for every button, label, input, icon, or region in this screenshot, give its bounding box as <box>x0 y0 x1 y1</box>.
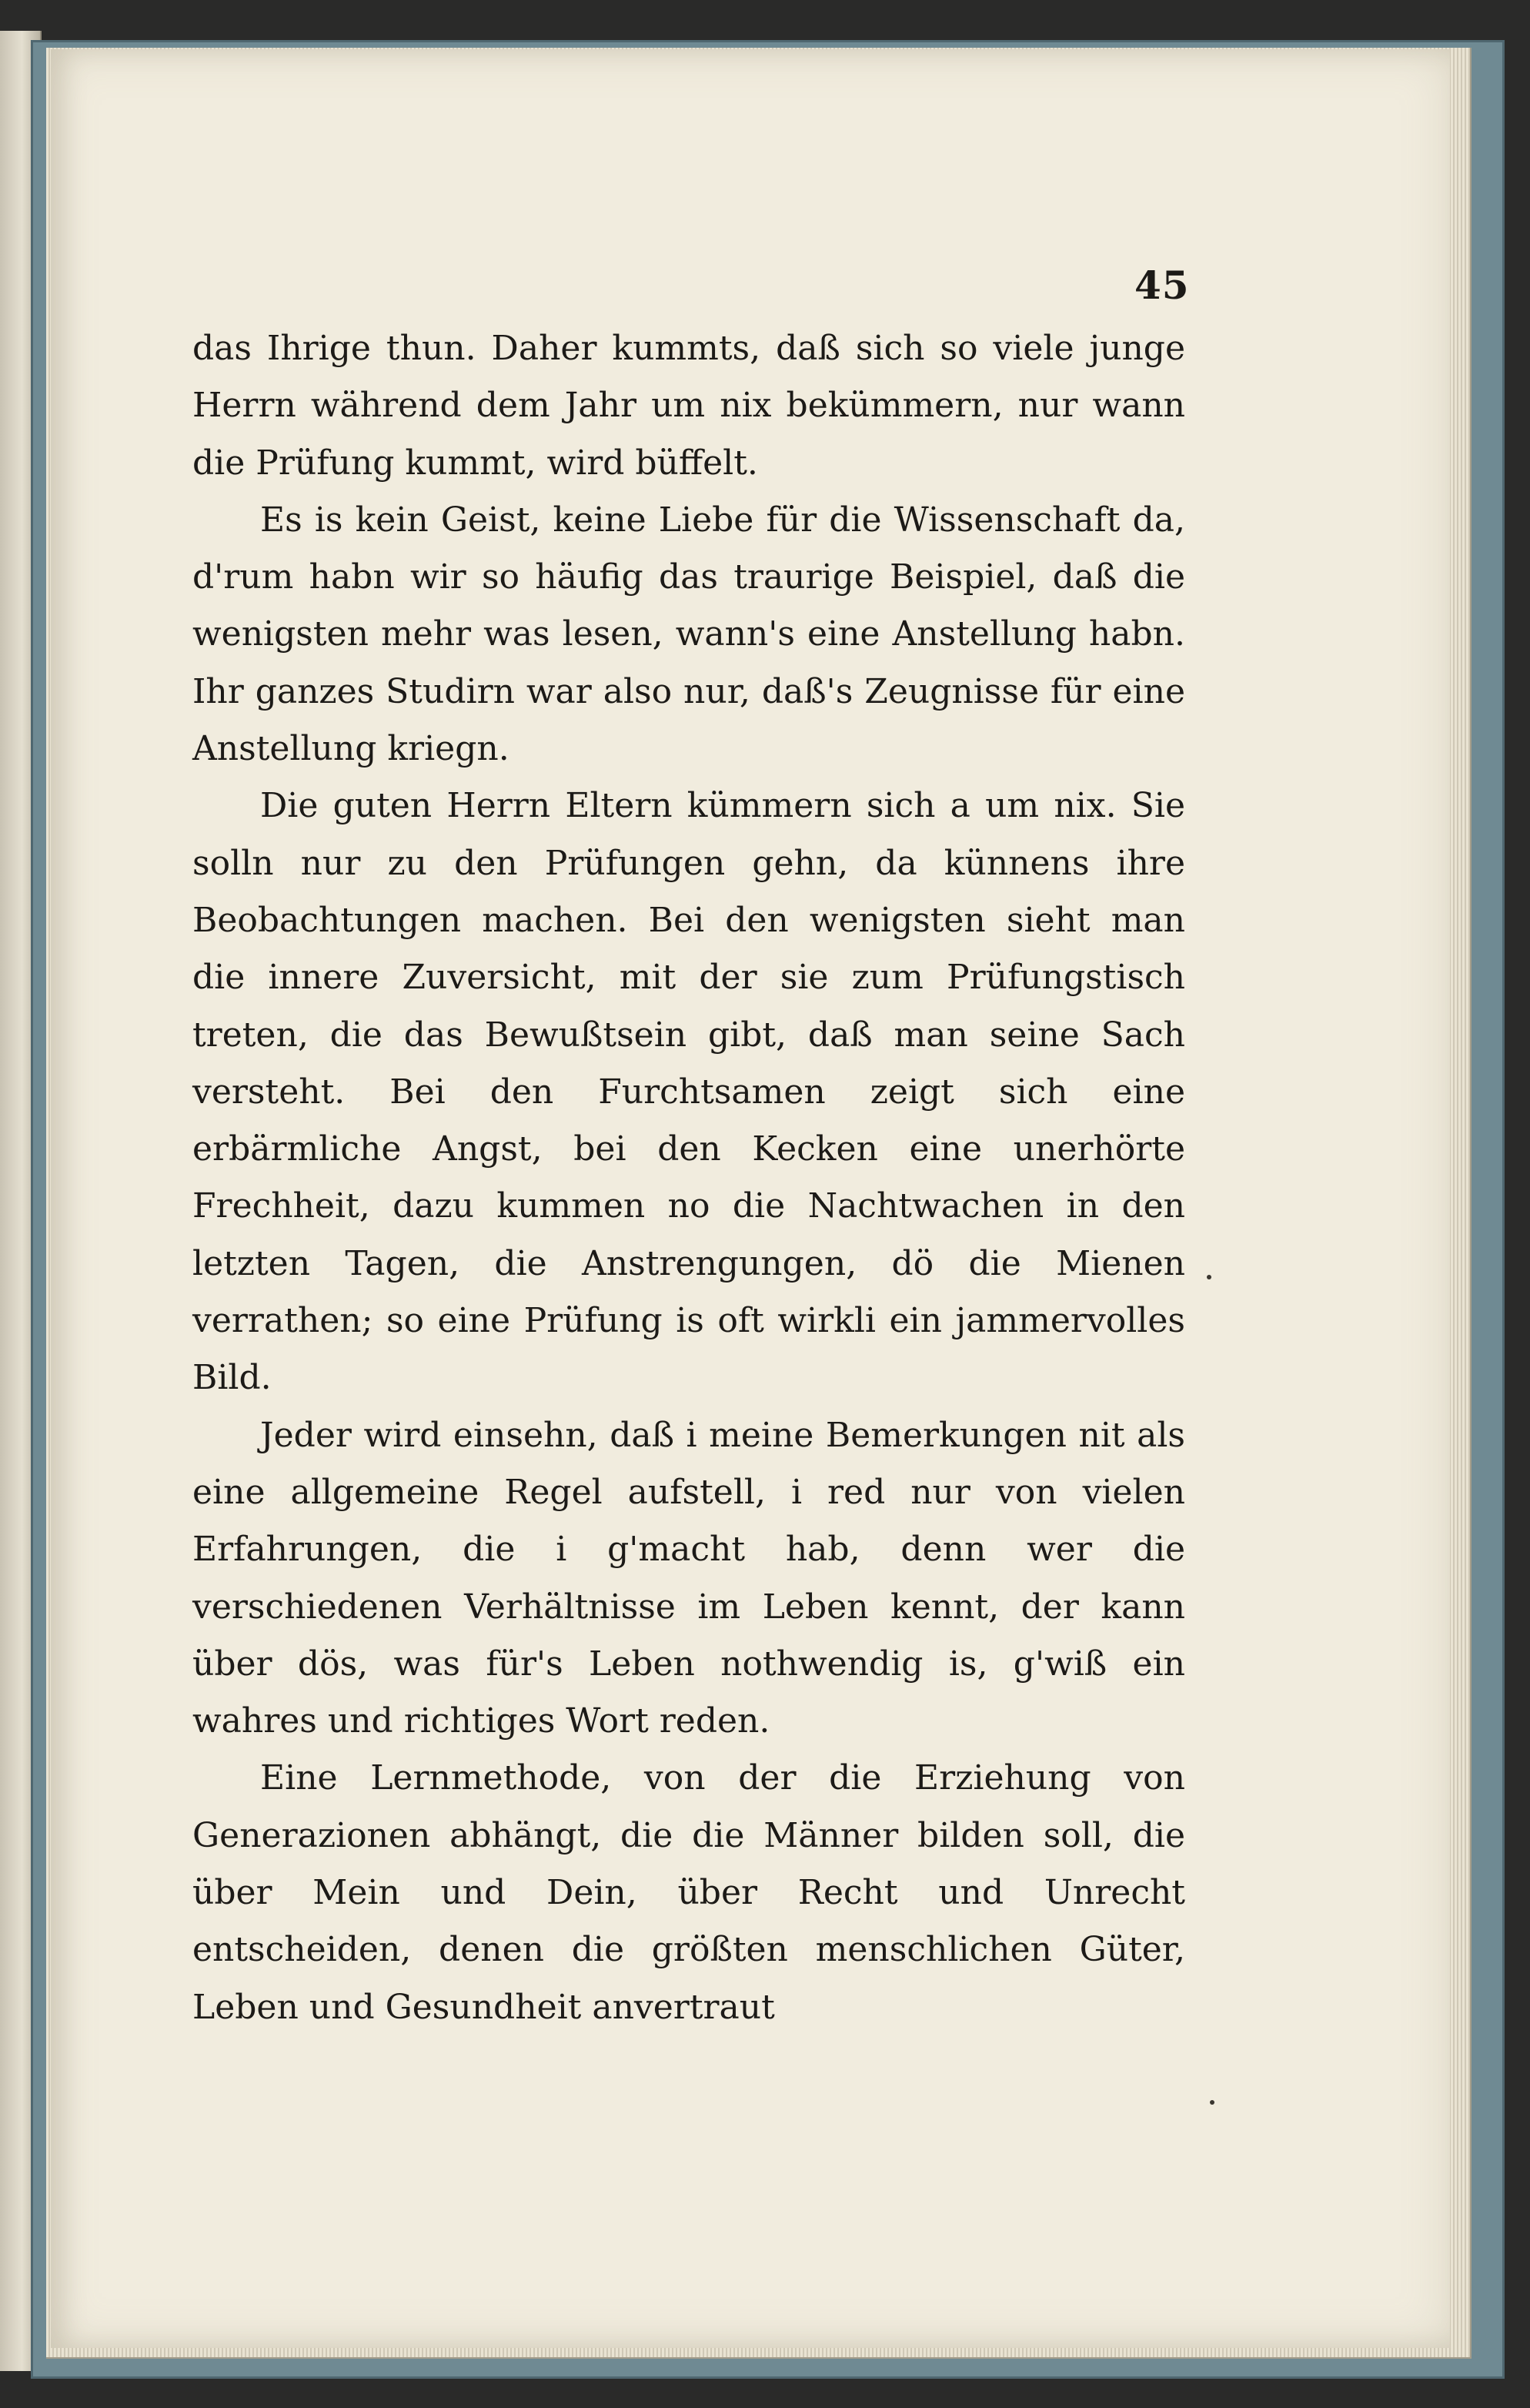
ink-speck <box>1207 1275 1211 1279</box>
paragraph: Es is kein Geist, keine Liebe für die Wissenschaft da, d'rum habn wir so häufig das traurige Beispiel, daß die wenigsten mehr was lesen, wann's eine Anstellung habn. Ihr ganzes Studirn war also nur, daß's Zeugnisse für eine Anstellung kriegn. <box>192 500 1185 769</box>
ink-speck <box>1210 2100 1214 2105</box>
page-body-text <box>192 320 1185 2036</box>
paragraph: Jeder wird einsehn, daß i meine Bemerkungen nit als eine allgemeine Regel aufstell, i red nur von vielen Erfahrungen, die i g'macht hab, denn wer die verschiedenen Verhältnisse im Leben kennt, der kann über dös, was für's Leben nothwendig is, g'wiß ein wahres und richtiges Wort reden. <box>192 1415 1185 1741</box>
paragraph: Eine Lernmethode, von der die Erziehung von Generazionen abhängt, die die Männer bilden soll, die über Mein und Dein, über Recht und Unrecht entscheiden, denen die größten menschlichen Güter, Leben und Gesundheit anvertraut <box>192 1758 1185 2027</box>
book-page <box>51 49 1450 2348</box>
paragraph: Die guten Herrn Eltern kümmern sich a um nix. Sie solln nur zu den Prüfungen gehn, da künnens ihre Beobachtungen machen. Bei den wenigsten sieht man die innere Zuversicht, mit der sie zum Prüfungstisch treten, die das Bewußtsein gibt, daß man seine Sach versteht. Bei den Furchtsamen zeigt sich eine erbärmliche Angst, bei den Kecken eine unerhörte Frechheit, dazu kummen no die Nachtwachen in den letzten Tagen, die Anstrengungen, dö die Mienen verrathen; so eine Prüfung is oft wirkli ein jammervolles Bild. <box>192 786 1185 1398</box>
page-number: 45 <box>1134 263 1190 308</box>
paragraph: das Ihrige thun. Daher kummts, daß sich so viele junge Herrn während dem Jahr um nix bekümmern, nur wann die Prüfung kummt, wird büffelt. <box>192 329 1185 483</box>
